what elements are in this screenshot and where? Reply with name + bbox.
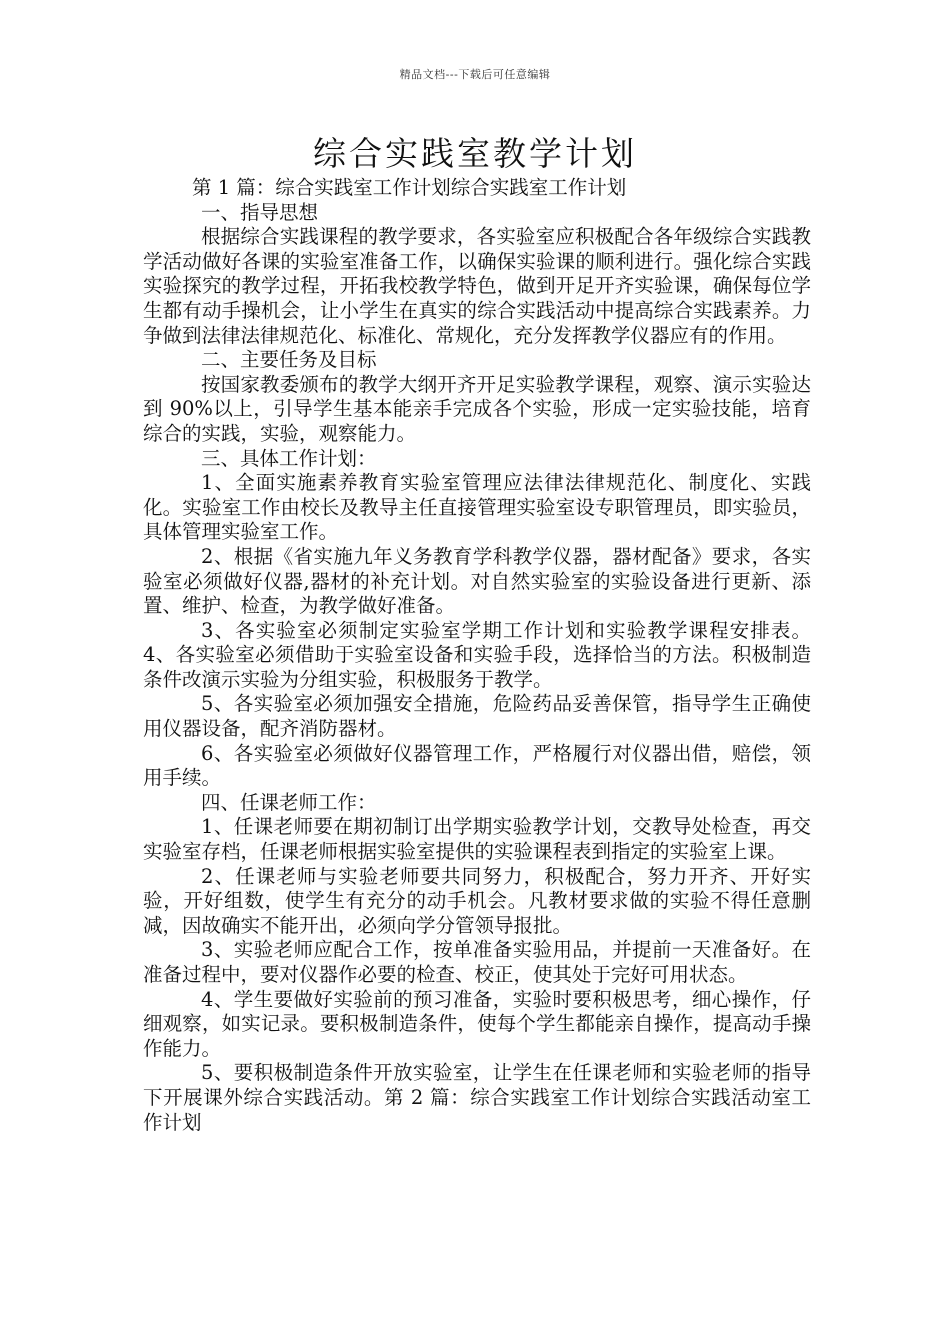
paragraph-tasks-goals: 按国家教委颁布的教学大纲开齐开足实验教学课程，观察、演示实验达到 90%以上，引导学生基本能亲手完成各个实验，形成一定实验技能，培育综合的实践，实验，观察能力。 — [143, 372, 811, 445]
list-item-work-plan-6: 6、各实验室必须做好仪器管理工作，严格履行对仪器出借，赔偿，领用手续。 — [143, 741, 811, 790]
list-item-teacher-work-1: 1、任课老师要在期初制订出学期实验教学计划，交教导处检查，再交实验室存档，任课老师根据实验室提供的实验课程表到指定的实验室上课。 — [143, 815, 811, 864]
section-heading-teacher-work: 四、任课老师工作： — [201, 790, 377, 814]
list-item-teacher-work-2: 2、任课老师与实验老师要共同努力，积极配合，努力开齐、开好实验，开好组数，使学生有充分的动手机会。凡教材要求做的实验不得任意删减，因故确实不能开出，必须向学分管领导报批。 — [143, 864, 811, 937]
list-item-work-plan-2: 2、根据《省实施九年义务教育学科教学仪器，器材配备》要求，各实验室必须做好仪器,器材的补充计划。对自然实验室的实验设备进行更新、添置、维护、检查，为教学做好准备。 — [143, 544, 811, 618]
list-item-work-plan-3-4: 3、各实验室必须制定实验室学期工作计划和实验教学课程安排表。 4、各实验室必须借助于实验室设备和实验手段，选择恰当的方法。积极制造条件改演示实验为分组实验，积极服务于教学。 — [143, 618, 811, 691]
list-item-teacher-work-5: 5、要积极制造条件开放实验室，让学生在任课老师和实验老师的指导下开展课外综合实践活动。第 2 篇：综合实践室工作计划综合实践活动室工作计划 — [143, 1061, 811, 1134]
list-item-teacher-work-4: 4、学生要做好实验前的预习准备，实验时要积极思考，细心操作，仔细观察，如实记录。要积极制造条件，使每个学生都能亲自操作，提高动手操作能力。 — [143, 987, 811, 1060]
paragraph-guiding-thought: 根据综合实践课程的教学要求，各实验室应积极配合各年级综合实践教学活动做好各课的实验室准备工作，以确保实验课的顺利进行。强化综合实践实验探究的教学过程，开拓我校教学特色，做到开足开齐实验课，确保每位学生都有动手操机会，让小学生在真实的综合实践活动中提高综合实践素养。力争做到法律法律规范化、标准化、常规化，充分发挥教学仪器应有的作用。 — [143, 225, 811, 347]
section-heading-tasks-goals: 二、主要任务及目标 — [201, 348, 377, 372]
section-heading-work-plan: 三、具体工作计划： — [201, 446, 377, 470]
header-note: 精品文档---下载后可任意编辑 — [399, 68, 551, 81]
section-heading-guiding-thought: 一、指导思想 — [201, 200, 319, 224]
list-item-work-plan-5: 5、各实验室必须加强安全措施，危险药品妥善保管，指导学生正确使用仪器设备，配齐消防器材。 — [143, 692, 811, 741]
page-title: 综合实践室教学计划 — [313, 134, 637, 173]
list-item-work-plan-1: 1、全面实施素养教育实验室管理应法律法律规范化、制度化、实践化。实验室工作由校长及教导主任直接管理实验室设专职管理员，即实验员，具体管理实验室工作。 — [143, 471, 811, 544]
document-subtitle: 第 1 篇：综合实践室工作计划综合实践室工作计划 — [192, 176, 627, 199]
list-item-teacher-work-3: 3、实验老师应配合工作，按单准备实验用品，并提前一天准备好。在准备过程中，要对仪器作必要的检查、校正，使其处于完好可用状态。 — [143, 938, 811, 986]
document-body — [143, 176, 811, 1135]
